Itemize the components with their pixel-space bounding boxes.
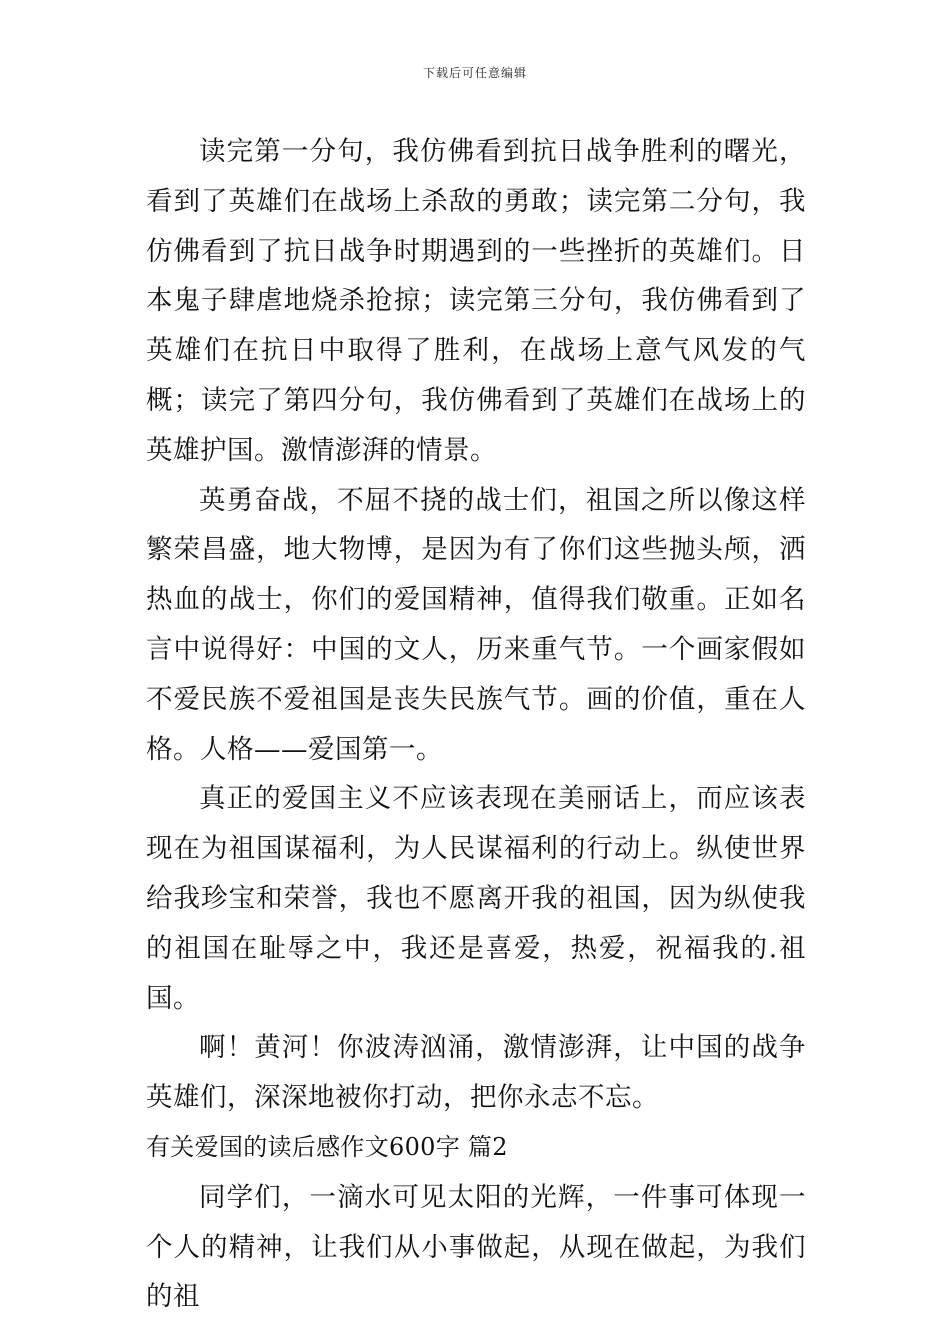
document-body xyxy=(146,127,806,1322)
paragraph-3: 真正的爱国主义不应该表现在美丽话上，而应该表现在为祖国谋福利，为人民谋福利的行动上。纵使世界给我珍宝和荣誉，我也不愿离开我的祖国，因为纵使我的祖国在耻辱之中，我还是喜爱，热爱，祝福我的.祖国。 xyxy=(146,783,806,1014)
section-heading: 有关爱国的读后感作文600字 篇2 xyxy=(146,1132,508,1161)
paragraph-1: 读完第一分句，我仿佛看到抗日战争胜利的曙光，看到了英雄们在战场上杀敌的勇敢；读完第二分句，我仿佛看到了抗日战争时期遇到的一些挫折的英雄们。日本鬼子肆虐地烧杀抢掠；读完第三分句，我仿佛看到了英雄们在抗日中取得了胜利，在战场上意气风发的气概；读完了第四分句，我仿佛看到了英雄们在战场上的英雄护国。激情澎湃的情景。 xyxy=(146,136,806,466)
paragraph-2: 英勇奋战，不屈不挠的战士们，祖国之所以像这样繁荣昌盛，地大物博，是因为有了你们这些抛头颅，洒热血的战士，你们的爱国精神，值得我们敬重。正如名言中说得好：中国的文人，历来重气节。一个画家假如不爱民族不爱祖国是丧失民族气节。画的价值，重在人格。人格——爱国第一。 xyxy=(146,484,806,765)
paragraph-5: 同学们，一滴水可见太阳的光辉，一件事可体现一个人的精神，让我们从小事做起，从现在做起，为我们的祖 xyxy=(146,1181,806,1313)
page-header-note: 下载后可任意编辑 xyxy=(422,66,527,80)
paragraph-4: 啊！黄河！你波涛汹涌，激情澎湃，让中国的战争英雄们，深深地被你打动，把你永志不忘。 xyxy=(146,1032,806,1114)
